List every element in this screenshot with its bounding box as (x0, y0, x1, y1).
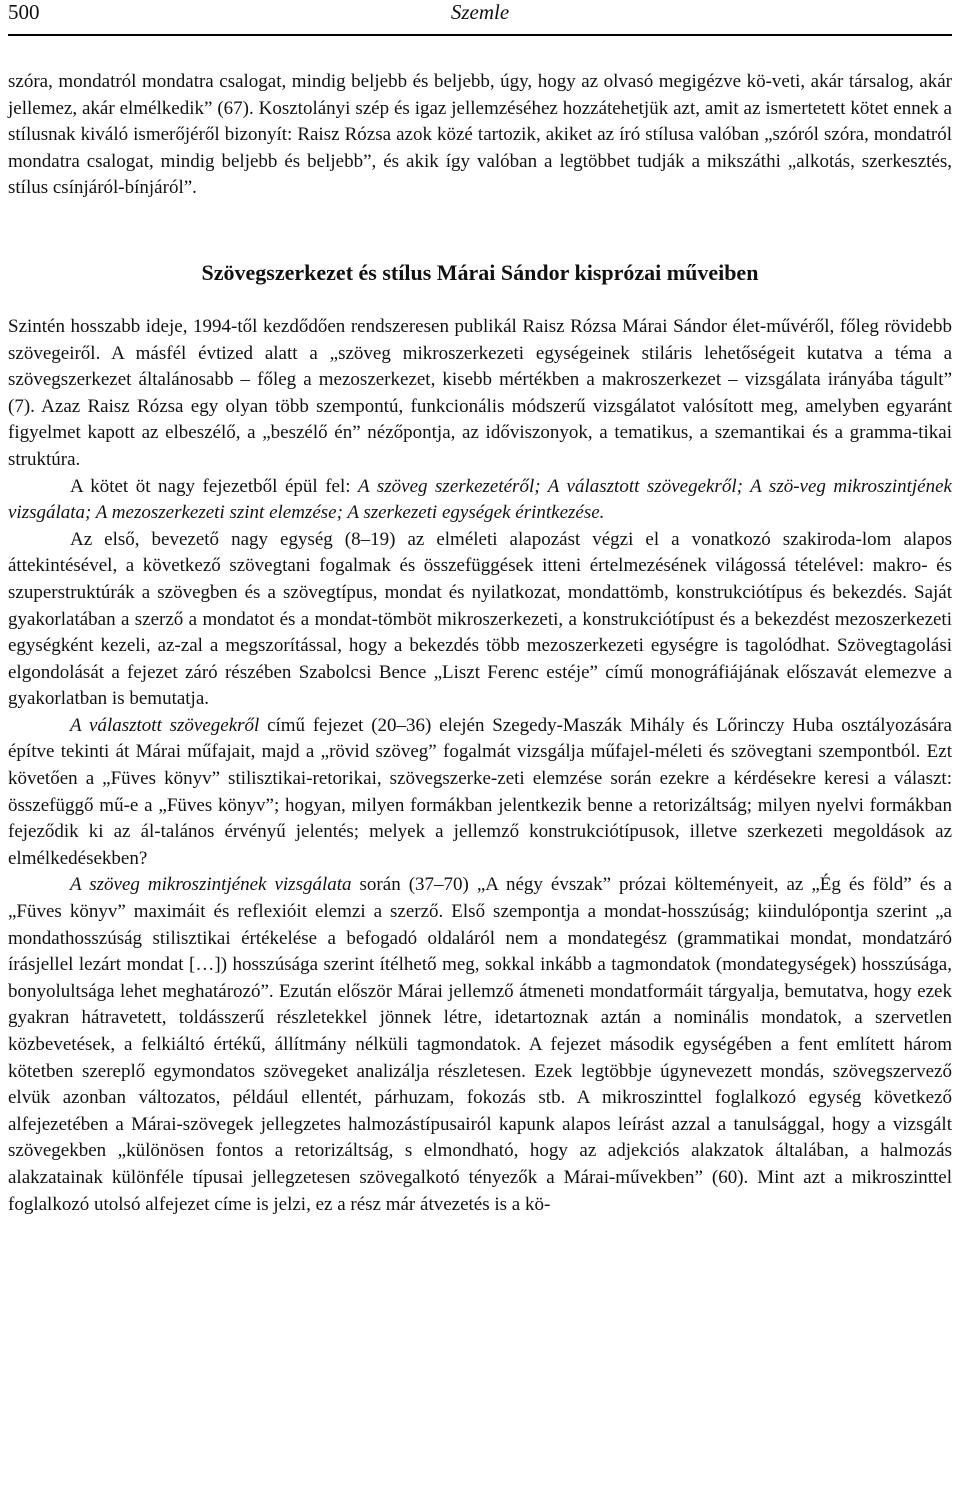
section-title: Szövegszerkezet és stílus Márai Sándor kisprózai műveiben (201, 259, 759, 285)
paragraph-3 (8, 474, 952, 527)
running-title: Szemle (450, 0, 510, 24)
page (8, 0, 952, 1218)
paragraph-3-text: A kötet öt nagy fejezetből épül fel: (70, 475, 359, 497)
paragraph-5-chapter-title: A választott szövegekről (70, 714, 260, 736)
paragraph-1-text: szóra, mondatról mondatra csalogat, mindig beljebb és beljebb, úgy, hogy az olvasó megigézve kö-veti, akár társalog, akár jellemez, akár elmélkedik” (67). Kosztolányi szép és igaz jellemzéséhez hozzátehetjük azt, amit az ismertetett kötet ennek a stílusnak kiváló ismerőjéről bizonyít: Raisz Rózsa azok közé tartozik, akiket az író stílusa valóban „szóról szóra, mondatról mondatra csalogat, mindig beljebb és beljebb”, és akik így valóban a legtöbbet tudják a mikszáthi „alkotás, szerkesztés, stílus csínjáról-bínjáról”. (8, 71, 952, 199)
page-number: 500 (8, 0, 40, 24)
paragraph-2-text: Szintén hosszabb ideje, 1994-től kezdődően rendszeresen publikál Raisz Rózsa Márai Sándor élet-művéről, főleg rövidebb szövegeiről. A másfél évtized alatt a „szöveg mikroszerkezeti egységeinek stiláris lehetőségeit kutatva a téma a szövegszerkezet általánosabb – főleg a mezoszerkezet, kisebb mértékben a makroszerkezet – vizsgálata irányába tágult” (7). Azaz Raisz Rózsa egy olyan több szempontú, funkcionális módszerű vizsgálatot valósított meg, amelyben egyaránt figyelmet kapott az elbeszélő, a „beszélő én” nézőpontja, az időviszonyok, a tematikus, a szemantikai és a gramma-tikai struktúra. (8, 315, 952, 470)
paragraph-6-text: során (37–70) „A négy évszak” prózai költeményeit, az „Ég és föld” és a „Füves könyv” maximáit és reflexióit elemzi a szerző. Első szempontja a mondat-hosszúság; kiindulópontja szerint „a mondathosszúság stilisztikai értékelése a befogadó oldaláról nem a mondategész (grammatikai mondat, mondatzáró írásjellel lezárt mondat […]) hosszúsága szerint ítélhető meg, sokkal inkább a tagmondatok (mondategységek) hosszúsága, bonyolultsága lehet meghatározó”. Ezután először Márai jellemző átmeneti mondatformáit tárgyalja, bemutatva, hogy ezek gyakran hátravetett, toldásszerű részletekkel jönnek létre, idetartoznak aztán a nominális mondatok, a szervetlen közbevetések, a felkiáltó értékű, állítmány nélküli tagmondatok. A fejezet második egységében a fent említett három kötetben szereplő egymondatos szövegeket analizálja részletesen. Ezek legtöbbje úgynevezett mondás, szövegszervező elvük azonban változatos, például ellentét, párhuzam, fokozás stb. A mikroszinttel foglalkozó egység következő alfejezetében a Márai-szövegek jellegzetes halmozástípusairól kapunk alapos leírást azzal a tanulsággal, hogy a vizsgált szövegekben „különösen fontos a retorizáltság, s elmondható, hogy az adjekciós alakzatok általában, a halmozás alakzatainak különféle típusai jellegzetesen szövegalkotó tényezők a Márai-művekben” (60). Mint azt a mikroszinttel foglalkozó utolsó alfejezet címe is jelzi, ez a rész már átvezetés is a kö- (8, 874, 952, 1215)
paragraph-4-text: Az első, bevezető nagy egység (8–19) az elméleti alapozást végzi el a vonatkozó szakiroda-lom alapos áttekintésével, a következő szövegtani fogalmak és összefüggések itteni értelmezésének világossá tételével: makro- és szuperstruktúrák a szövegben és a szövegtípus, mondat és nyilatkozat, mondattömb, konstrukciótípus és bekezdés. Saját gyakorlatában a szerző a mondatot és a mondat-tömböt mikroszerkezeti, a konstrukciótípust és a bekezdést mezoszerkezeti egységként kezeli, az-zal a megszorítással, hogy a bekezdés több mezoszerkezeti egységre is tagolódhat. Szövegtagolási elgondolását a fejezet záró részében Szabolcsi Bence „Liszt Ferenc estéje” című monográfiájának előszavát elemezve a gyakorlatban is bemutatja. (8, 528, 952, 710)
chapter-list: A szöveg szerkezetéről; A választott szövegekről; A szö-veg mikroszintjének vizsgálata; A mezoszerkezeti szint elemzése; A szerkezeti egységek érintkezése. (8, 475, 952, 524)
paragraph-4 (8, 527, 952, 713)
paragraph-1 (8, 69, 952, 202)
paragraph-6-chapter-title: A szöveg mikroszintjének vizsgálata (70, 874, 352, 896)
paragraph-5-text: című fejezet (20–36) elején Szegedy-Maszák Mihály és Lőrinczy Huba osztályozására építve tekinti át Márai műfajait, majd a „rövid szöveg” fogalmát vizsgálja műfajel-méleti és szövegtani szempontból. Ezt követően a „Füves könyv” stilisztikai-retorikai, szövegszerke-zeti elemzése során ezekre a kérdésekre keresi a választ: összefüggő mű-e a „Füves könyv”; hogyan, milyen formákban jelentkezik benne a retorizáltság; milyen nyelvi formákban fejeződik ki az ál-talános érvényű jelentés; melyek a jellemző konstrukciótípusok, illetve szerkezeti megoldások az elmélkedésekben? (8, 714, 952, 869)
paragraph-5 (8, 713, 952, 873)
page-header (8, 0, 952, 36)
paragraph-6 (8, 872, 952, 1218)
paragraph-2 (8, 314, 952, 474)
